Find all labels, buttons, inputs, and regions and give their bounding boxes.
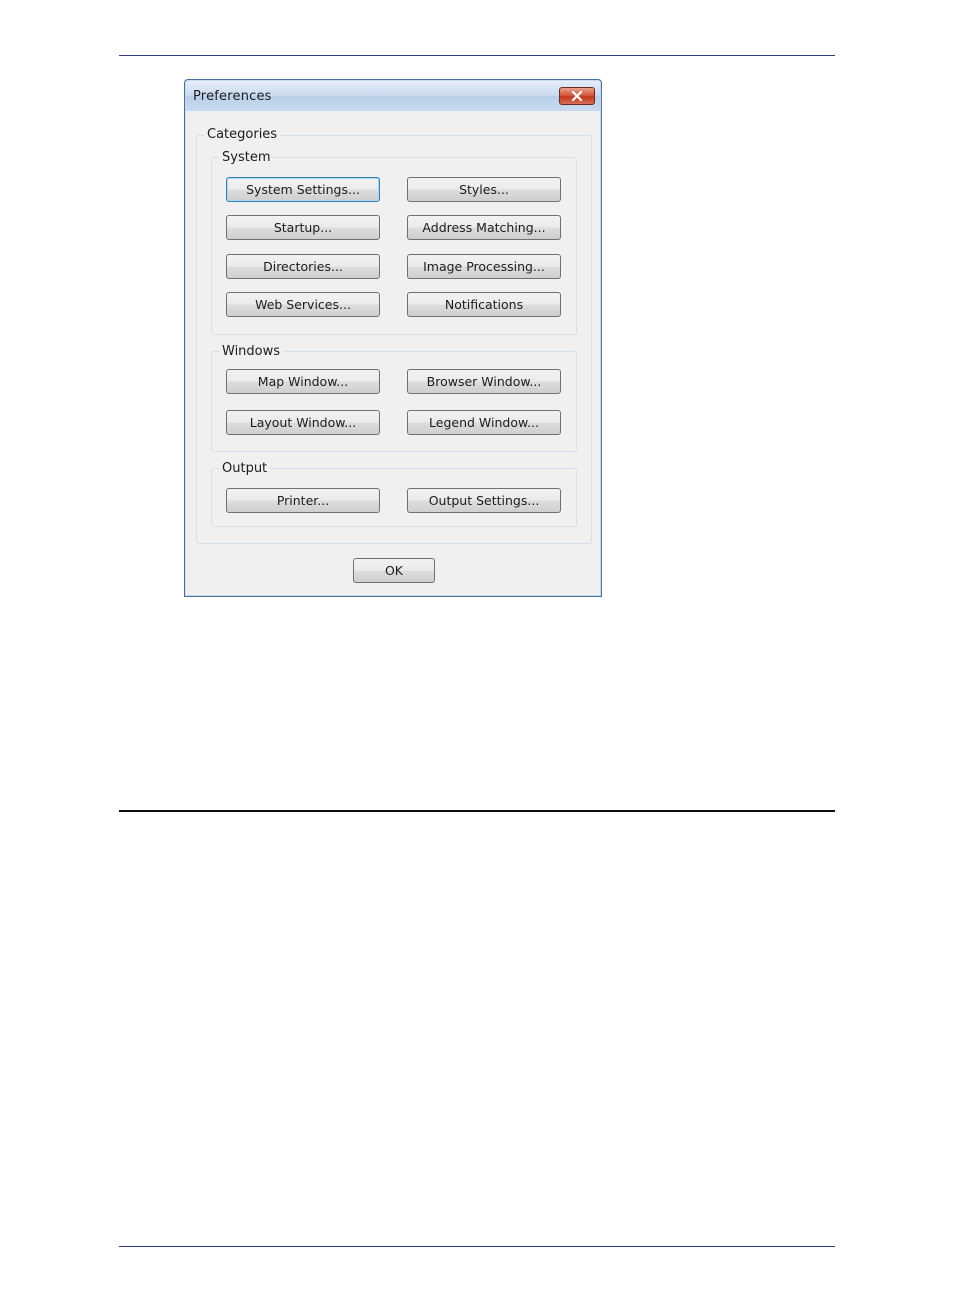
ok-button[interactable]: OK (353, 558, 435, 583)
printer-button[interactable]: Printer... (226, 488, 380, 513)
layout-window-button[interactable]: Layout Window... (226, 410, 380, 435)
notifications-button[interactable]: Notifications (407, 292, 561, 317)
windows-label: Windows (219, 344, 283, 359)
section-rule (119, 810, 835, 812)
output-settings-button[interactable]: Output Settings... (407, 488, 561, 513)
output-label: Output (219, 461, 270, 476)
startup-button[interactable]: Startup... (226, 215, 380, 240)
map-window-button[interactable]: Map Window... (226, 369, 380, 394)
address-matching-button[interactable]: Address Matching... (407, 215, 561, 240)
close-x-icon (571, 91, 583, 101)
windows-group (211, 351, 577, 452)
browser-window-button[interactable]: Browser Window... (407, 369, 561, 394)
dialog-client-area (191, 116, 595, 590)
close-button[interactable] (559, 87, 595, 105)
dialog-title: Preferences (193, 89, 272, 104)
preferences-dialog (184, 79, 602, 597)
web-services-button[interactable]: Web Services... (226, 292, 380, 317)
footer-rule (119, 1246, 835, 1247)
styles-button[interactable]: Styles... (407, 177, 561, 202)
system-settings-button[interactable]: System Settings... (226, 177, 380, 202)
directories-button[interactable]: Directories... (226, 254, 380, 279)
image-processing-button[interactable]: Image Processing... (407, 254, 561, 279)
categories-label: Categories (204, 127, 280, 142)
header-rule (119, 55, 835, 56)
legend-window-button[interactable]: Legend Window... (407, 410, 561, 435)
system-label: System (219, 150, 273, 165)
title-bar[interactable] (186, 81, 600, 111)
